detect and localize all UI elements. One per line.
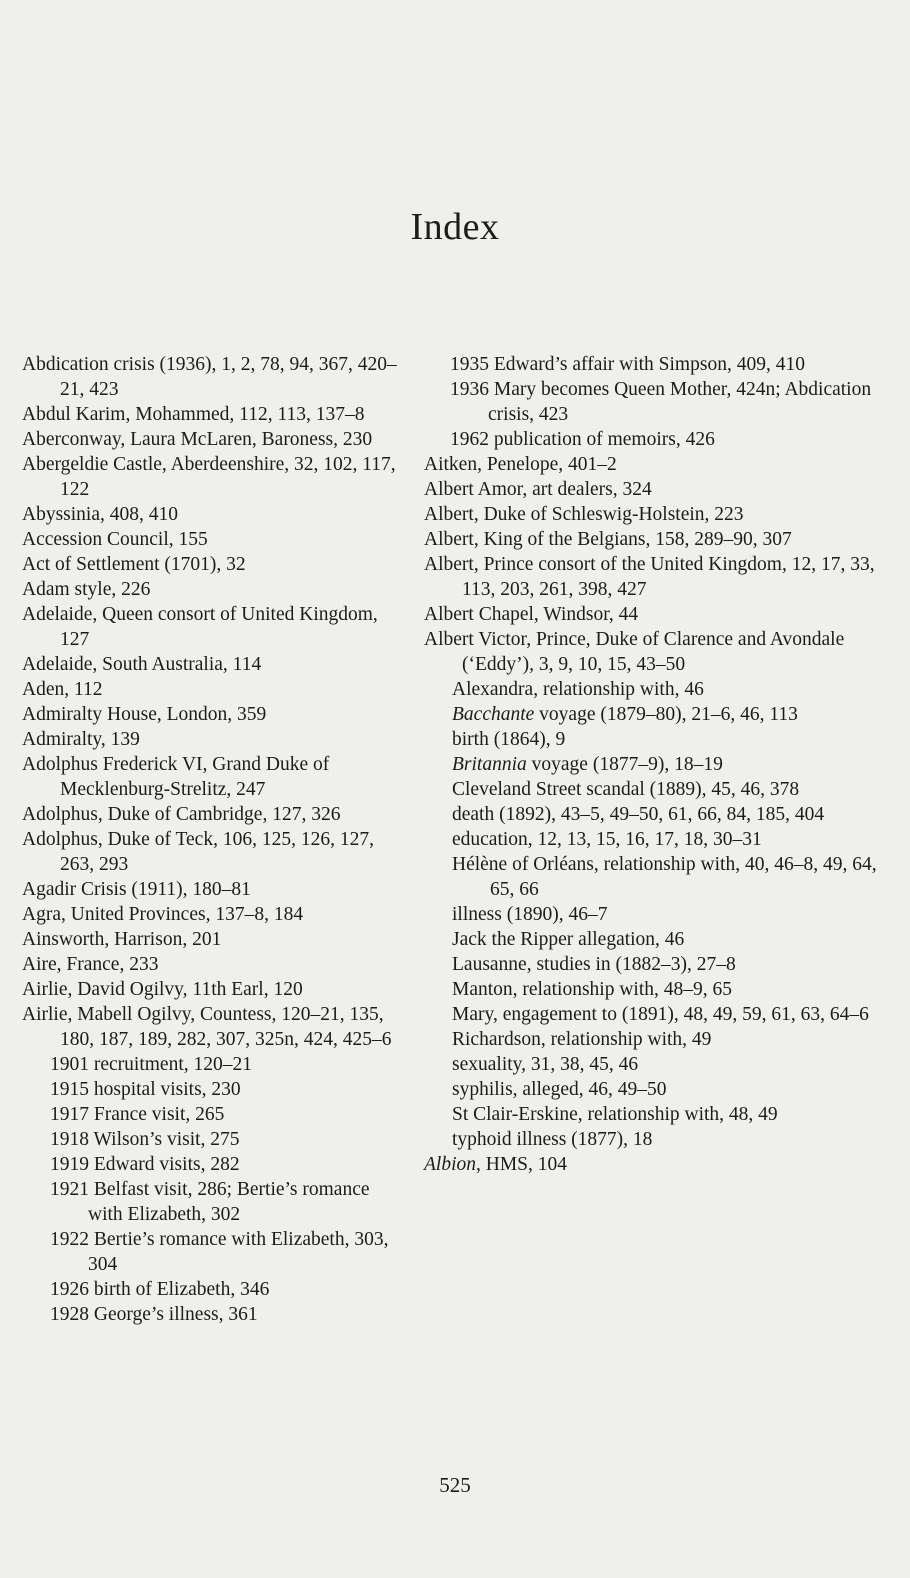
index-subentry: 1922 Bertie’s romance with Elizabeth, 303, 304 <box>50 1229 389 1275</box>
index-entry: Agadir Crisis (1911), 180–81 <box>22 879 251 900</box>
index-entry: Aire, France, 233 <box>22 954 159 975</box>
index-subentry: 1918 Wilson’s visit, 275 <box>50 1129 240 1150</box>
index-entry: Adelaide, South Australia, 114 <box>22 654 262 675</box>
index-entry: Abergeldie Castle, Aberdeenshire, 32, 102, 117, 122 <box>22 454 396 500</box>
index-entry: Admiralty House, London, 359 <box>22 704 267 725</box>
index-entry: Agra, United Provinces, 137–8, 184 <box>22 904 304 925</box>
left-column <box>22 352 407 1327</box>
index-entry: Airlie, Mabell Ogilvy, Countess, 120–21, 135, 180, 187, 189, 282, 307, 325n, 424, 425–6 <box>22 1004 392 1050</box>
index-subentry: 1962 publication of memoirs, 426 <box>450 429 715 450</box>
index-entry: Albert Amor, art dealers, 324 <box>424 479 652 500</box>
index-entry: Airlie, David Ogilvy, 11th Earl, 120 <box>22 979 303 1000</box>
index-entry: Admiralty, 139 <box>22 729 140 750</box>
page-number: 525 <box>439 1473 471 1497</box>
index-entry: Aberconway, Laura McLaren, Baroness, 230 <box>22 429 373 450</box>
index-subentry: Richardson, relationship with, 49 <box>452 1029 712 1050</box>
index-entry: Abdul Karim, Mohammed, 112, 113, 137–8 <box>22 404 365 425</box>
index-entry: Aden, 112 <box>22 679 103 700</box>
index-subentry: typhoid illness (1877), 18 <box>452 1129 653 1150</box>
index-entry: Adam style, 226 <box>22 579 151 600</box>
index-subentry: 1936 Mary becomes Queen Mother, 424n; Abdication crisis, 423 <box>450 379 872 425</box>
index-entry: Accession Council, 155 <box>22 529 208 550</box>
index-subentry: Manton, relationship with, 48–9, 65 <box>452 979 733 1000</box>
index-entry: Abdication crisis (1936), 1, 2, 78, 94, 367, 420–21, 423 <box>22 354 397 400</box>
index-subentry: 1915 hospital visits, 230 <box>50 1079 241 1100</box>
index-subentry: Cleveland Street scandal (1889), 45, 46, 378 <box>452 779 800 800</box>
index-entry: Adelaide, Queen consort of United Kingdom, 127 <box>22 604 378 650</box>
index-subentry: 1935 Edward’s affair with Simpson, 409, 410 <box>450 354 805 375</box>
index-entry: Adolphus Frederick VI, Grand Duke of Mecklenburg-Strelitz, 247 <box>22 754 330 800</box>
index-subentry: 1901 recruitment, 120–21 <box>50 1054 252 1075</box>
index-subentry: birth (1864), 9 <box>452 729 566 750</box>
index-subentry: death (1892), 43–5, 49–50, 61, 66, 84, 185, 404 <box>452 804 825 825</box>
index-entry: Adolphus, Duke of Cambridge, 127, 326 <box>22 804 341 825</box>
index-subentry: illness (1890), 46–7 <box>452 904 608 925</box>
index-subentry: education, 12, 13, 15, 16, 17, 18, 30–31 <box>452 829 762 850</box>
index-subentry: 1921 Belfast visit, 286; Bertie’s romance with Elizabeth, 302 <box>50 1179 370 1225</box>
index-subentry: 1928 George’s illness, 361 <box>50 1304 258 1325</box>
index-subentry: St Clair-Erskine, relationship with, 48, 49 <box>452 1104 778 1125</box>
index-subentry: syphilis, alleged, 46, 49–50 <box>452 1079 667 1100</box>
index-entry: Albert, Duke of Schleswig-Holstein, 223 <box>424 504 744 525</box>
index-entry: Adolphus, Duke of Teck, 106, 125, 126, 127, 263, 293 <box>22 829 374 875</box>
index-entry: Albert Victor, Prince, Duke of Clarence and Avondale (‘Eddy’), 3, 9, 10, 15, 43–50 <box>424 629 845 675</box>
index-entry: Albert, King of the Belgians, 158, 289–90, 307 <box>424 529 792 550</box>
index-entry: Albert Chapel, Windsor, 44 <box>424 604 639 625</box>
index-entry: Albert, Prince consort of the United Kingdom, 12, 17, 33, 113, 203, 261, 398, 427 <box>424 554 875 600</box>
index-subentry: Jack the Ripper allegation, 46 <box>452 929 685 950</box>
index-entry: Abyssinia, 408, 410 <box>22 504 178 525</box>
index-subentry: Alexandra, relationship with, 46 <box>452 679 704 700</box>
index-subentry: 1917 France visit, 265 <box>50 1104 225 1125</box>
index-subentry: Hélène of Orléans, relationship with, 40, 46–8, 49, 64, 65, 66 <box>452 854 877 900</box>
index-subentry: 1926 birth of Elizabeth, 346 <box>50 1279 270 1300</box>
right-column <box>424 352 894 1177</box>
index-entry: Albion, HMS, 104 <box>424 1154 568 1175</box>
index-subentry: Lausanne, studies in (1882–3), 27–8 <box>452 954 736 975</box>
index-entry: Aitken, Penelope, 401–2 <box>424 454 617 475</box>
index-subentry: sexuality, 31, 38, 45, 46 <box>452 1054 639 1075</box>
index-subentry: Bacchante voyage (1879–80), 21–6, 46, 113 <box>452 704 798 725</box>
index-subentry: Mary, engagement to (1891), 48, 49, 59, 61, 63, 64–6 <box>452 1004 869 1025</box>
index-subentry: Britannia voyage (1877–9), 18–19 <box>452 754 723 775</box>
index-entry: Ainsworth, Harrison, 201 <box>22 929 222 950</box>
index-entry: Act of Settlement (1701), 32 <box>22 554 246 575</box>
page-title: Index <box>410 206 500 248</box>
index-subentry: 1919 Edward visits, 282 <box>50 1154 240 1175</box>
